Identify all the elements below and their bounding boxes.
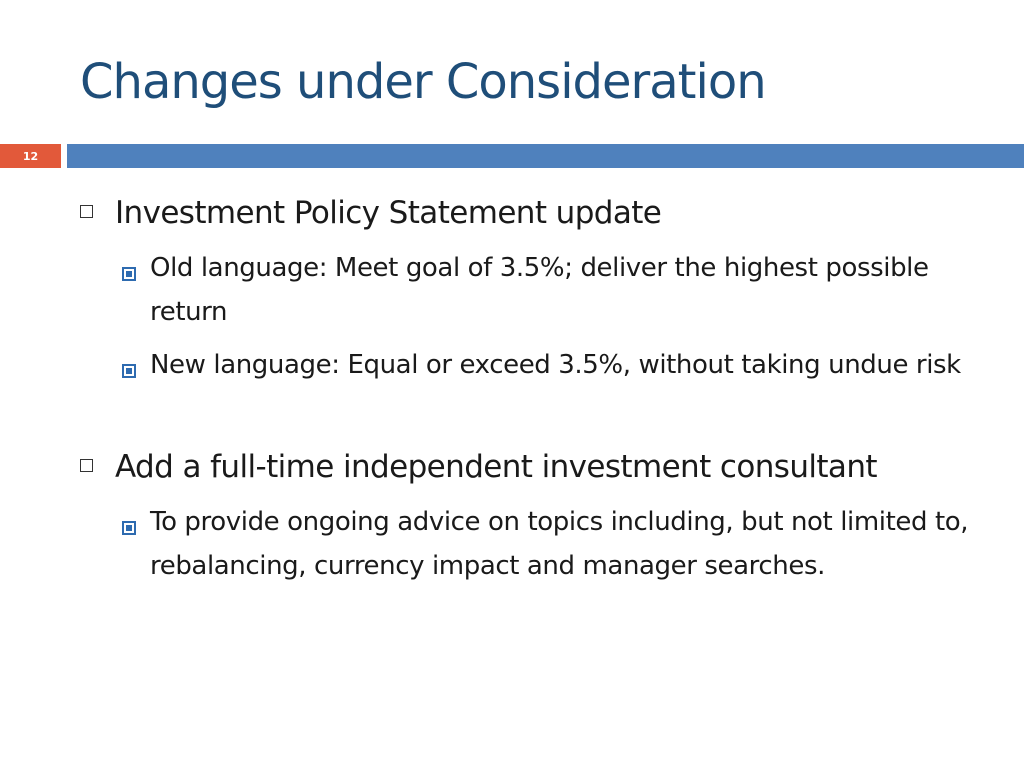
- bullet-item: [80, 447, 960, 487]
- page-number: 12: [22, 149, 39, 163]
- sub-bullet-item: [122, 350, 972, 387]
- page-number-badge: [0, 144, 61, 168]
- sub-bullet-text: New language: Equal or exceed 3.5%, without taking undue risk: [150, 350, 961, 380]
- sub-bullet-item: [122, 507, 972, 588]
- sub-bullet-text: To provide ongoing advice on topics including, but not limited to, rebalancing, currency impact and manager searches.: [150, 507, 969, 581]
- hollow-square-bullet-icon: [80, 459, 93, 472]
- title-accent-bar: [67, 144, 1024, 168]
- slide-title: Changes under Consideration: [80, 54, 766, 110]
- sub-bullet-item: [122, 253, 972, 334]
- blue-square-bullet-icon: [122, 521, 136, 535]
- hollow-square-bullet-icon: [80, 205, 93, 218]
- blue-square-bullet-icon: [122, 364, 136, 378]
- sub-bullet-text: Old language: Meet goal of 3.5%; deliver the highest possible return: [150, 253, 929, 327]
- bullet-item: [80, 193, 960, 233]
- blue-square-bullet-icon: [122, 267, 136, 281]
- bullet-text: Add a full-time independent investment consultant: [115, 449, 877, 485]
- bullet-text: Investment Policy Statement update: [115, 195, 662, 231]
